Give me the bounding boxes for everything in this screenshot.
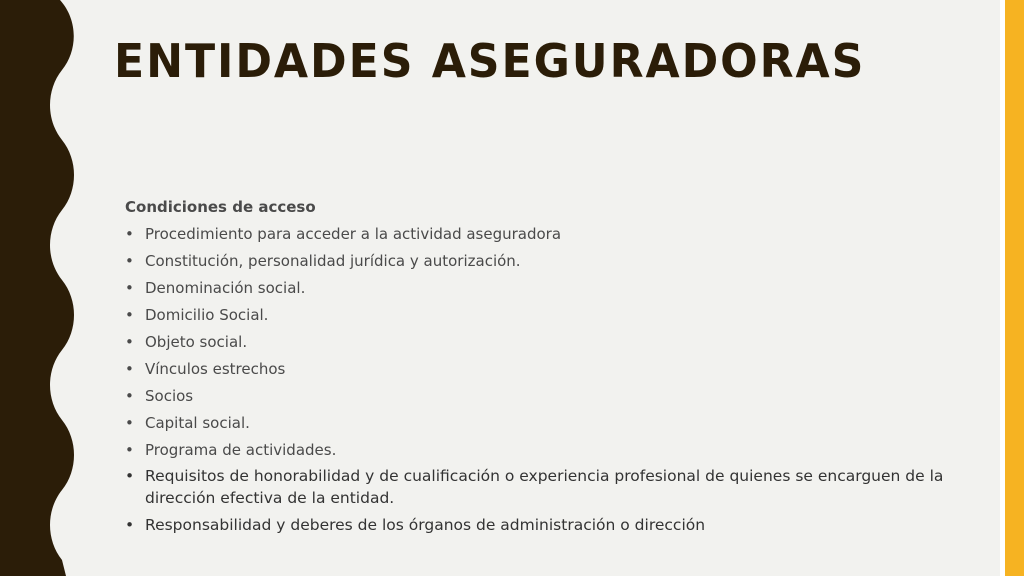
bullet-item: • Vínculos estrechos [125, 357, 965, 381]
slide-title: ENTIDADES ASEGURADORAS [114, 34, 866, 88]
bullet-item: • Denominación social. [125, 276, 965, 300]
right-accent-stripe [1005, 0, 1024, 576]
bullet-list [125, 222, 965, 536]
slide-content [125, 195, 965, 541]
bullet-item: • Domicilio Social. [125, 303, 965, 327]
bullet-item: • Procedimiento para acceder a la actividad aseguradora [125, 222, 965, 246]
bullet-item: • Capital social. [125, 411, 965, 435]
section-subheading: Condiciones de acceso [125, 198, 316, 216]
wavy-left-border [0, 0, 80, 576]
bullet-item: • Socios [125, 384, 965, 408]
bullet-item: • Objeto social. [125, 330, 965, 354]
bullet-item: • Constitución, personalidad jurídica y autorización. [125, 249, 965, 273]
bullet-item: • Responsabilidad y deberes de los órganos de administración o dirección [125, 514, 965, 536]
bullet-item: • Programa de actividades. [125, 438, 965, 462]
bullet-item: • Requisitos de honorabilidad y de cualificación o experiencia profesional de quienes se encarguen de la dirección efectiva de la entidad. [125, 465, 965, 509]
